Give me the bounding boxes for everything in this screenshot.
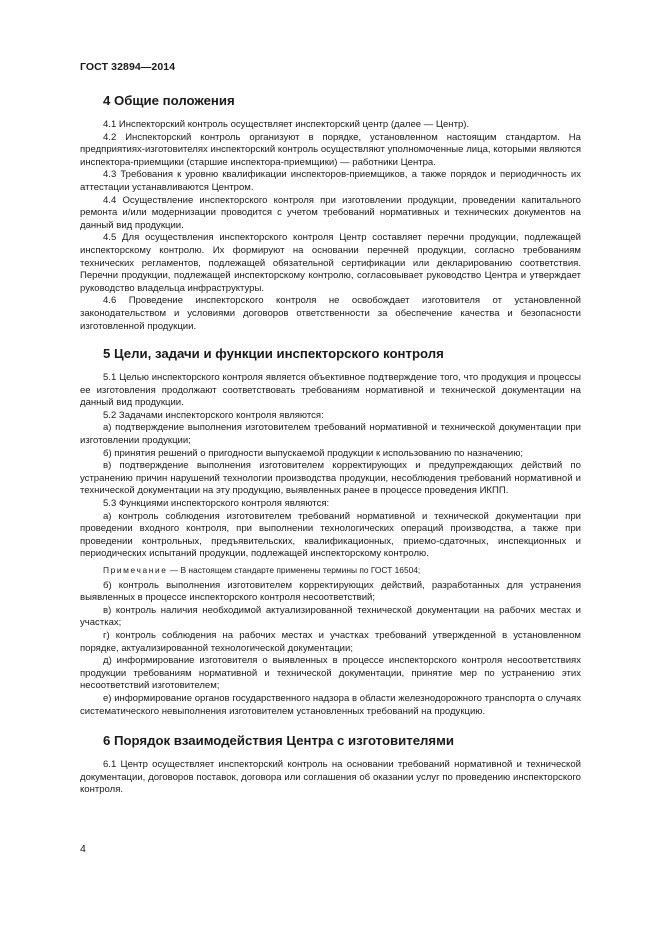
- note-label: Примечание: [103, 565, 168, 575]
- list-item-5-3-a: а) контроль соблюдения изготовителем требований нормативной и технической документации при проведении входного контроля, при выполнении технологических операций производства, а также при проведении контрольных, предъявительских, квалификационных, приемо-сдаточных, инспекционных и периодических испытаний продукции, подлежащей инспекторскому контролю.: [80, 510, 581, 560]
- list-item-5-3-d: г) контроль соблюдения на рабочих местах и участках требований утвержденной в установленном порядке, актуализированной технологической документации;: [80, 629, 581, 654]
- paragraph-5-3: 5.3 Функциями инспекторского контроля являются:: [103, 498, 330, 510]
- list-item-5-3-b: б) контроль выполнения изготовителем корректирующих действий, разработанных для устранения выявленных в процессе инспекторского контроля несоответствий;: [80, 579, 581, 604]
- list-item-5-2-c: в) подтверждение выполнения изготовителем корректирующих и предупреждающих действий по устранению причин нарушений технологии производства продукции, несоблюдения требований нормативной и технической документации на эту продукцию, выявленных ранее в процессе проведения ИКПП.: [80, 460, 581, 497]
- paragraph-5-2: 5.2 Задачами инспекторского контроля являются:: [103, 409, 324, 421]
- document-body: [80, 90, 581, 797]
- section-6-title: 6 Порядок взаимодействия Центра с изготовителями: [103, 733, 454, 749]
- note: [80, 564, 581, 577]
- paragraph-4-1: 4.1 Инспекторский контроль осуществляет инспекторский центр (далее — Центр).: [103, 119, 470, 130]
- paragraph-4-6: 4.6 Проведение инспекторского контроля не освобождает изготовителя от установленной законодательством и условиями договоров ответственности за обеспечение качества и безопасности изготовленной продукции.: [80, 295, 581, 332]
- list-item-5-3-e: д) информирование изготовителя о выявленных в процессе инспекторского контроля несоответствиях продукции требованиям нормативной и технической документации, принятие мер по устранению этих несоответствий изготовителем;: [80, 655, 581, 692]
- paragraph-4-5: 4.5 Для осуществления инспекторского контроля Центр составляет перечни продукции, подлежащей инспекторскому контролю. Их формируют на основании перечней продукции, согласно требованиям технических регламентов, подлежащей обязательной сертификации или декларированию соответствия. Перечни продукции, подлежащей инспекторскому контролю, согласовывает руководство Центра и утверждает руководство владельца инфраструктуры.: [80, 232, 581, 294]
- paragraph-4-2: 4.2 Инспекторский контроль организуют в порядке, установленном настоящим стандартом. На предприятиях-изготовителях инспекторский контроль осуществляют уполномоченные лица, которыми являются инспектора-приемщики (старшие инспектора-приемщики) — работники Центра.: [80, 131, 581, 168]
- paragraph-4-4: 4.4 Осуществление инспекторского контроля при изготовлении продукции, проведении капитального ремонта и/или модернизации проводится с учетом требований нормативных и технических документов на данный вид продукции.: [80, 194, 581, 231]
- list-item-5-2-b: б) принятия решений о пригодности выпускаемой продукции к использованию по назначению;: [103, 447, 524, 459]
- paragraph-6-1: 6.1 Центр осуществляет инспекторский контроль на основании требований нормативной и технической документации, договоров поставок, договора или соглашения об оказании услуг по проведению инспекторского контроля.: [80, 759, 581, 796]
- list-item-5-3-c: в) контроль наличия необходимой актуализированной технической документации на рабочих местах и участках;: [80, 604, 581, 629]
- page-number: 4: [80, 843, 86, 855]
- section-4-title: 4 Общие положения: [103, 93, 235, 108]
- paragraph-5-1: 5.1 Целью инспекторского контроля является объективное подтверждение того, что продукция и процессы ее изготовления продолжают соответствовать требованиям нормативной и технической документации на данный вид продукции.: [80, 372, 581, 409]
- document-header: ГОСТ 32894—2014: [80, 61, 176, 73]
- list-item-5-3-f: е) информирование органов государственного надзора в области железнодорожного транспорта о случаях систематического невыполнения изготовителем установленных требований на продукцию.: [80, 692, 581, 717]
- note-text: — В настоящем стандарте применены термины по ГОСТ 16504;: [167, 565, 421, 575]
- list-item-5-2-a: а) подтверждение выполнения изготовителем требований нормативной и технической документации при изготовлении продукции;: [80, 422, 581, 447]
- paragraph-4-3: 4.3 Требования к уровню квалификации инспекторов-приемщиков, а также порядок и периодичность их аттестации устанавливаются Центром.: [80, 169, 581, 193]
- section-5-title: 5 Цели, задачи и функции инспекторского контроля: [103, 346, 444, 362]
